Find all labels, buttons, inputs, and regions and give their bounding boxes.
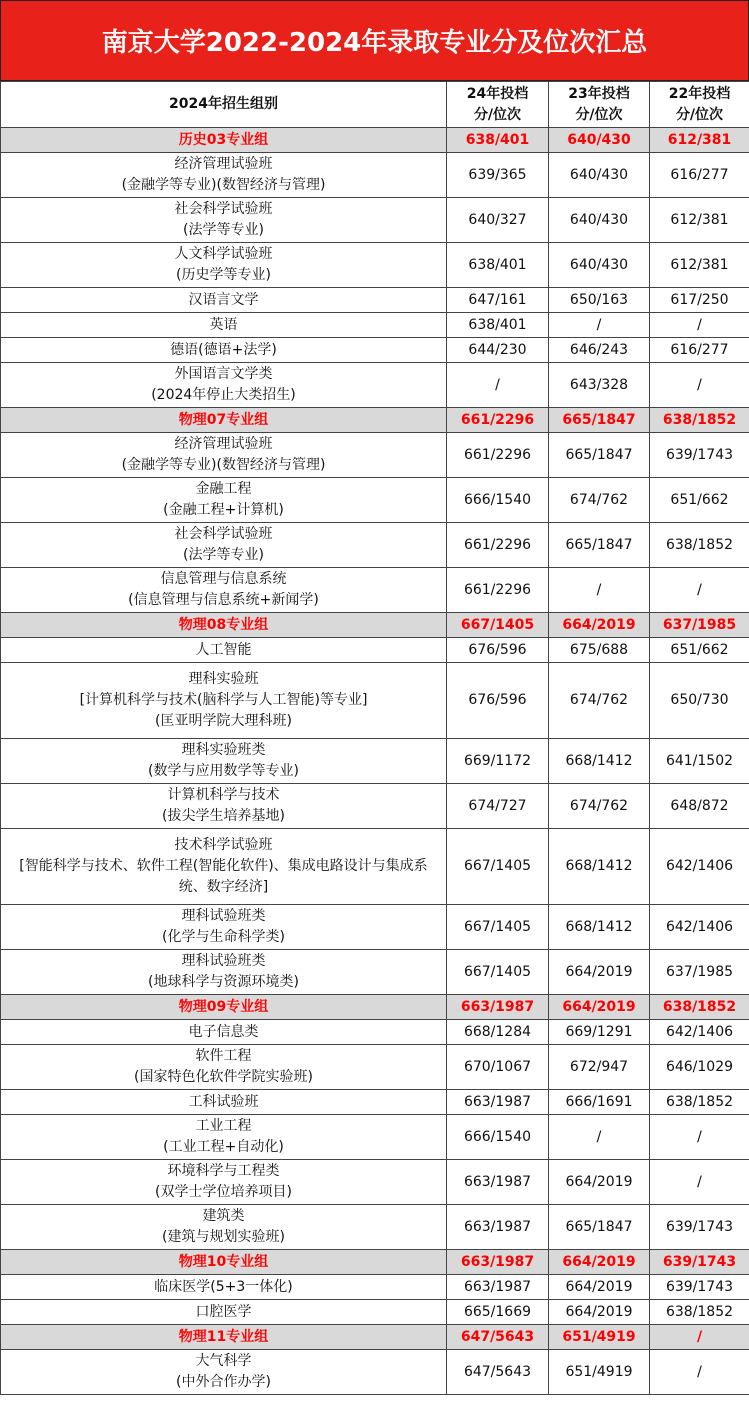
score-2024-cell: 667/1405 xyxy=(447,950,549,995)
score-2022-cell: / xyxy=(650,1325,749,1350)
major-name-line: 英语 xyxy=(209,316,238,333)
major-name-line: 金融工程 xyxy=(195,481,252,497)
table-row xyxy=(1,1350,749,1395)
major-name-line: 建筑类 xyxy=(202,1208,245,1224)
score-2023-cell: 666/1691 xyxy=(549,1090,650,1115)
major-name-line: 经济管理试验班 xyxy=(174,156,273,172)
score-2023-cell: 664/2019 xyxy=(549,1160,650,1205)
score-2023-cell: 674/762 xyxy=(549,784,650,829)
score-2024-cell: 639/365 xyxy=(447,153,549,198)
major-name-cell xyxy=(1,784,447,829)
major-name-cell xyxy=(1,739,447,784)
score-2024-cell: 647/5643 xyxy=(447,1350,549,1395)
major-name-cell xyxy=(1,288,447,313)
score-2022-cell: 639/1743 xyxy=(650,433,749,478)
score-2022-cell: / xyxy=(650,1160,749,1205)
major-name-line: (中外合作办学) xyxy=(176,1374,271,1390)
major-name-line: 理科实验班 xyxy=(188,671,259,687)
table-row xyxy=(1,784,749,829)
major-name-line: 工业工程 xyxy=(195,1118,252,1134)
major-name-line: (国家特色化软件学院实验班) xyxy=(134,1069,313,1085)
major-name-cell xyxy=(1,829,447,905)
score-2024-cell: 663/1987 xyxy=(447,1275,549,1300)
major-name-cell xyxy=(1,478,447,523)
major-name-cell xyxy=(1,1160,447,1205)
major-name-line: 经济管理试验班 xyxy=(174,436,273,452)
major-name-cell xyxy=(1,1090,447,1115)
major-name-line: 理科试验班类 xyxy=(181,908,266,924)
score-2023-cell: 646/243 xyxy=(549,338,650,363)
score-2022-cell: 612/381 xyxy=(650,128,749,153)
table-row xyxy=(1,198,749,243)
score-2024-cell: 669/1172 xyxy=(447,739,549,784)
table-header-row xyxy=(1,82,749,128)
major-name-line: (金融学等专业)(数智经济与管理) xyxy=(121,457,326,473)
header-text-line: 24年投档 xyxy=(466,85,529,102)
score-2023-cell: 672/947 xyxy=(549,1045,650,1090)
major-name-line: 环境科学与工程类 xyxy=(167,1163,280,1179)
score-2022-cell: 642/1406 xyxy=(650,905,749,950)
score-2022-cell: 641/1502 xyxy=(650,739,749,784)
score-2023-cell: 665/1847 xyxy=(549,523,650,568)
major-name-cell xyxy=(1,568,447,613)
major-name-line: [计算机科学与技术(脑科学与人工智能)等专业] xyxy=(79,692,368,708)
score-2024-cell: 663/1987 xyxy=(447,1250,549,1275)
score-2022-cell: 638/1852 xyxy=(650,995,749,1020)
major-name-cell xyxy=(1,363,447,408)
score-2024-cell: 666/1540 xyxy=(447,478,549,523)
header-text-line: 23年投档 xyxy=(568,85,630,102)
score-2024-cell: 661/2296 xyxy=(447,568,549,613)
major-name-cell xyxy=(1,1275,447,1300)
score-2022-cell: 612/381 xyxy=(650,243,749,288)
major-name-cell xyxy=(1,663,447,739)
major-name-line: 物理08专业组 xyxy=(178,616,269,633)
table-row xyxy=(1,739,749,784)
table-row xyxy=(1,905,749,950)
major-name-cell xyxy=(1,243,447,288)
major-name-cell xyxy=(1,1350,447,1395)
major-name-line: (拔尖学生培养基地) xyxy=(162,808,285,824)
score-2022-cell: 642/1406 xyxy=(650,1020,749,1045)
score-2024-cell: 663/1987 xyxy=(447,1090,549,1115)
major-name-line: 物理09专业组 xyxy=(178,998,269,1015)
table-row xyxy=(1,153,749,198)
score-2023-cell: 665/1847 xyxy=(549,1205,650,1250)
major-name-line: 计算机科学与技术 xyxy=(167,787,280,803)
score-2024-cell: 667/1405 xyxy=(447,613,549,638)
major-name-line: (工业工程+自动化) xyxy=(163,1139,284,1155)
score-2022-cell: 637/1985 xyxy=(650,950,749,995)
major-name-line: (双学士学位培养项目) xyxy=(155,1184,292,1200)
score-2024-cell: 667/1405 xyxy=(447,829,549,905)
score-2024-cell: 638/401 xyxy=(447,243,549,288)
group-name-cell xyxy=(1,1250,447,1275)
major-name-cell xyxy=(1,1115,447,1160)
table-row xyxy=(1,523,749,568)
score-2024-cell: 667/1405 xyxy=(447,905,549,950)
score-2023-cell: 664/2019 xyxy=(549,950,650,995)
major-name-line: 工科试验班 xyxy=(188,1093,259,1110)
table-row xyxy=(1,1045,749,1090)
major-name-cell xyxy=(1,338,447,363)
score-2024-cell: 676/596 xyxy=(447,638,549,663)
score-2024-cell: 676/596 xyxy=(447,663,549,739)
major-name-line: 历史03专业组 xyxy=(178,131,269,148)
major-name-line: (化学与生命科学类) xyxy=(162,929,285,945)
score-2022-cell: / xyxy=(650,568,749,613)
major-name-line: (信息管理与信息系统+新闻学) xyxy=(128,592,319,608)
score-2024-cell: 644/230 xyxy=(447,338,549,363)
major-name-line: 信息管理与信息系统 xyxy=(160,571,287,587)
table-row xyxy=(1,433,749,478)
score-2023-cell: 674/762 xyxy=(549,478,650,523)
major-name-line: 理科试验班类 xyxy=(181,953,266,969)
table-row xyxy=(1,568,749,613)
major-name-cell xyxy=(1,638,447,663)
major-name-cell xyxy=(1,905,447,950)
score-2023-cell: / xyxy=(549,1115,650,1160)
score-2023-cell: 640/430 xyxy=(549,243,650,288)
score-2024-cell: 640/327 xyxy=(447,198,549,243)
major-name-cell xyxy=(1,1045,447,1090)
major-name-cell xyxy=(1,523,447,568)
score-2022-cell: 651/662 xyxy=(650,478,749,523)
score-2023-cell: 643/328 xyxy=(549,363,650,408)
major-name-cell xyxy=(1,313,447,338)
major-name-line: 社会科学试验班 xyxy=(174,201,273,217)
score-2022-cell: 651/662 xyxy=(650,638,749,663)
major-name-cell xyxy=(1,153,447,198)
score-2022-cell: 646/1029 xyxy=(650,1045,749,1090)
score-2023-cell: 665/1847 xyxy=(549,408,650,433)
score-2022-cell: 648/872 xyxy=(650,784,749,829)
major-name-line: 人工智能 xyxy=(195,641,252,658)
score-2023-cell: / xyxy=(549,568,650,613)
score-2023-cell: 651/4919 xyxy=(549,1350,650,1395)
score-2022-cell: / xyxy=(650,1350,749,1395)
group-name-cell xyxy=(1,128,447,153)
score-2023-cell: 640/430 xyxy=(549,153,650,198)
score-2022-cell: 637/1985 xyxy=(650,613,749,638)
major-name-cell xyxy=(1,198,447,243)
score-2023-cell: 651/4919 xyxy=(549,1325,650,1350)
major-name-line: (历史学等专业) xyxy=(176,267,271,283)
score-2024-cell: 661/2296 xyxy=(447,408,549,433)
score-2022-cell: 612/381 xyxy=(650,198,749,243)
major-name-cell xyxy=(1,433,447,478)
score-2024-cell: 663/1987 xyxy=(447,1205,549,1250)
major-name-line: 电子信息类 xyxy=(188,1023,259,1040)
score-2024-cell: / xyxy=(447,363,549,408)
header-text-line: 2024年招生组别 xyxy=(169,96,278,112)
score-2024-cell: 638/401 xyxy=(447,128,549,153)
score-2024-cell: 661/2296 xyxy=(447,523,549,568)
score-2024-cell: 647/161 xyxy=(447,288,549,313)
major-name-line: (法学等专业) xyxy=(183,547,264,563)
major-name-line: (数学与应用数学等专业) xyxy=(148,763,299,779)
major-name-line: (地球科学与资源环境类) xyxy=(148,974,299,990)
table-row xyxy=(1,1300,749,1325)
major-name-line: 物理11专业组 xyxy=(178,1328,269,1345)
major-name-line: 大气科学 xyxy=(195,1353,252,1369)
admission-score-table xyxy=(0,81,749,1395)
major-name-line: 外国语言文学类 xyxy=(174,366,273,382)
score-2022-cell: / xyxy=(650,363,749,408)
score-2022-cell: 616/277 xyxy=(650,153,749,198)
score-2024-cell: 638/401 xyxy=(447,313,549,338)
score-2024-cell: 663/1987 xyxy=(447,1160,549,1205)
score-2023-cell: 665/1847 xyxy=(549,433,650,478)
table-row xyxy=(1,243,749,288)
score-2024-cell: 666/1540 xyxy=(447,1115,549,1160)
group-row xyxy=(1,995,749,1020)
score-2022-cell: 638/1852 xyxy=(650,1090,749,1115)
score-2022-cell: 639/1743 xyxy=(650,1250,749,1275)
score-2022-cell: 616/277 xyxy=(650,338,749,363)
score-2022-cell: 617/250 xyxy=(650,288,749,313)
table-row xyxy=(1,363,749,408)
score-2022-cell: 639/1743 xyxy=(650,1205,749,1250)
score-2023-cell: 664/2019 xyxy=(549,1250,650,1275)
major-name-line: (匡亚明学院大理科班) xyxy=(155,713,292,729)
score-2023-cell: 640/430 xyxy=(549,128,650,153)
header-text-line: 22年投档 xyxy=(668,85,731,102)
major-name-cell xyxy=(1,1205,447,1250)
major-name-line: 汉语言文学 xyxy=(188,291,259,308)
header-2024-column xyxy=(447,82,549,128)
score-2024-cell: 663/1987 xyxy=(447,995,549,1020)
score-2023-cell: 669/1291 xyxy=(549,1020,650,1045)
score-2023-cell: 668/1412 xyxy=(549,905,650,950)
score-2023-cell: 664/2019 xyxy=(549,613,650,638)
score-2022-cell: / xyxy=(650,313,749,338)
major-name-cell xyxy=(1,1300,447,1325)
score-2023-cell: 640/430 xyxy=(549,198,650,243)
major-name-line: 德语(德语+法学) xyxy=(170,341,277,358)
score-2022-cell: 642/1406 xyxy=(650,829,749,905)
score-2023-cell: 668/1412 xyxy=(549,829,650,905)
score-2024-cell: 647/5643 xyxy=(447,1325,549,1350)
score-2024-cell: 668/1284 xyxy=(447,1020,549,1045)
major-name-line: 软件工程 xyxy=(195,1048,252,1064)
table-row xyxy=(1,663,749,739)
score-2022-cell: 650/730 xyxy=(650,663,749,739)
score-2022-cell: 638/1852 xyxy=(650,1300,749,1325)
score-2022-cell: 638/1852 xyxy=(650,408,749,433)
table-body xyxy=(1,128,749,1395)
major-name-line: [智能科学与技术、软件工程(智能化软件)、集成电路设计与集成系 xyxy=(19,858,428,874)
score-2023-cell: 674/762 xyxy=(549,663,650,739)
major-name-line: 临床医学(5+3一体化) xyxy=(154,1278,293,1295)
major-name-line: 理科实验班类 xyxy=(181,742,266,758)
major-name-cell xyxy=(1,950,447,995)
score-2023-cell: 664/2019 xyxy=(549,995,650,1020)
group-name-cell xyxy=(1,408,447,433)
table-row xyxy=(1,1275,749,1300)
table-row xyxy=(1,950,749,995)
major-name-line: 社会科学试验班 xyxy=(174,526,273,542)
score-2024-cell: 665/1669 xyxy=(447,1300,549,1325)
score-2023-cell: 675/688 xyxy=(549,638,650,663)
major-name-line: (法学等专业) xyxy=(183,222,264,238)
score-2024-cell: 674/727 xyxy=(447,784,549,829)
score-2024-cell: 661/2296 xyxy=(447,433,549,478)
table-row xyxy=(1,1115,749,1160)
header-text-line: 分/位次 xyxy=(675,106,724,123)
table-row xyxy=(1,1205,749,1250)
major-name-line: 统、数字经济] xyxy=(178,879,269,895)
score-2022-cell: / xyxy=(650,1115,749,1160)
score-2024-cell: 670/1067 xyxy=(447,1045,549,1090)
group-row xyxy=(1,1325,749,1350)
table-row xyxy=(1,338,749,363)
table-row xyxy=(1,638,749,663)
major-name-line: 技术科学试验班 xyxy=(174,837,273,853)
group-name-cell xyxy=(1,1325,447,1350)
major-name-line: (2024年停止大类招生) xyxy=(151,387,296,403)
header-text-line: 分/位次 xyxy=(575,106,623,123)
group-row xyxy=(1,613,749,638)
major-name-line: 人文科学试验班 xyxy=(174,246,273,262)
group-name-cell xyxy=(1,995,447,1020)
major-name-line: 物理07专业组 xyxy=(178,411,269,428)
score-2023-cell: 664/2019 xyxy=(549,1275,650,1300)
table-row xyxy=(1,1020,749,1045)
major-name-line: (建筑与规划实验班) xyxy=(162,1229,285,1245)
score-2023-cell: 664/2019 xyxy=(549,1300,650,1325)
table-row xyxy=(1,288,749,313)
table-row xyxy=(1,829,749,905)
header-text-line: 分/位次 xyxy=(473,106,522,123)
header-group-column xyxy=(1,82,447,128)
header-2022-column xyxy=(650,82,749,128)
page-title: 南京大学2022-2024年录取专业分及位次汇总 xyxy=(0,0,749,81)
score-2022-cell: 638/1852 xyxy=(650,523,749,568)
table-row xyxy=(1,1090,749,1115)
major-name-cell xyxy=(1,1020,447,1045)
table-row xyxy=(1,1160,749,1205)
group-row xyxy=(1,408,749,433)
score-2023-cell: 668/1412 xyxy=(549,739,650,784)
table-row xyxy=(1,313,749,338)
group-name-cell xyxy=(1,613,447,638)
score-2022-cell: 639/1743 xyxy=(650,1275,749,1300)
score-2023-cell: / xyxy=(549,313,650,338)
group-row xyxy=(1,128,749,153)
table-row xyxy=(1,478,749,523)
major-name-line: (金融学等专业)(数智经济与管理) xyxy=(121,177,326,193)
score-2023-cell: 650/163 xyxy=(549,288,650,313)
group-row xyxy=(1,1250,749,1275)
major-name-line: (金融工程+计算机) xyxy=(163,502,284,518)
major-name-line: 口腔医学 xyxy=(195,1303,252,1320)
header-2023-column xyxy=(549,82,650,128)
major-name-line: 物理10专业组 xyxy=(178,1253,269,1270)
